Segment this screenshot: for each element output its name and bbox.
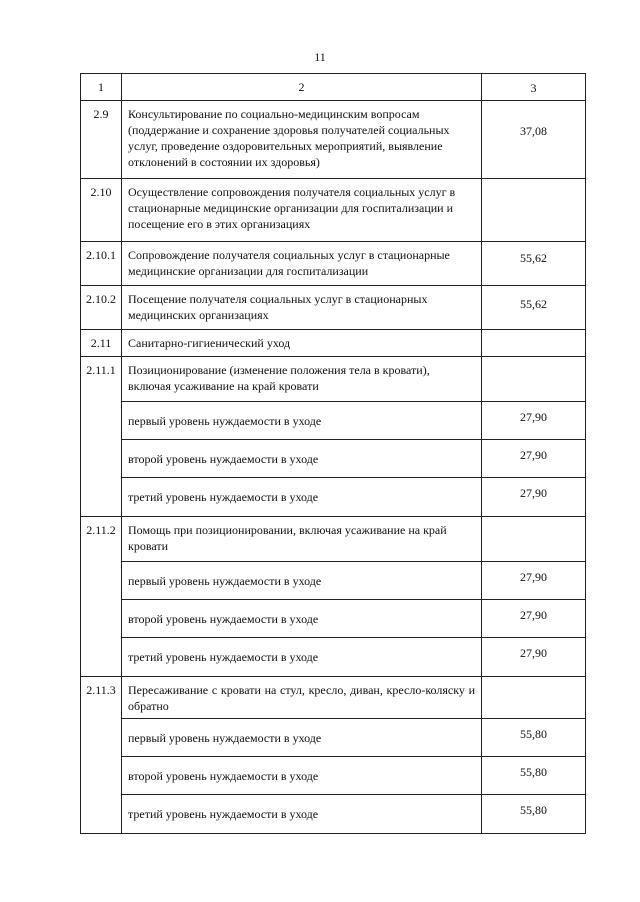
group-number: 2.11.3 xyxy=(81,677,122,834)
table-row xyxy=(81,179,586,242)
table-row xyxy=(81,101,586,179)
sub-row-value: 55,80 xyxy=(482,757,586,795)
group-header-row xyxy=(81,517,586,562)
row-value xyxy=(482,179,586,242)
row-text: Консультирование по социально-медицинским вопросам (поддержание и сохранение здоровья получателей социальных услуг, проведение оздоровительных мероприятий, выявление отклонений в состоянии их здоровья) xyxy=(122,101,482,179)
group-header-row xyxy=(81,677,586,719)
row-text: Санитарно-гигиенический уход xyxy=(122,330,482,357)
row-value: 55,62 xyxy=(482,286,586,330)
sub-row-label: второй уровень нуждаемости в уходе xyxy=(122,440,482,478)
sub-row xyxy=(81,757,586,795)
sub-row-value: 27,90 xyxy=(482,562,586,600)
sub-row-label: первый уровень нуждаемости в уходе xyxy=(122,402,482,440)
sub-row-label: третий уровень нуждаемости в уходе xyxy=(122,638,482,677)
sub-row xyxy=(81,562,586,600)
header-col-1: 1 xyxy=(81,74,122,101)
tariff-table xyxy=(80,73,586,834)
sub-row xyxy=(81,795,586,834)
sub-row-label: первый уровень нуждаемости в уходе xyxy=(122,562,482,600)
row-number: 2.10.2 xyxy=(81,286,122,330)
group-value-empty xyxy=(482,517,586,562)
table-row xyxy=(81,286,586,330)
row-value: 37,08 xyxy=(482,101,586,179)
group-value-empty xyxy=(482,357,586,402)
header-col-2: 2 xyxy=(122,74,482,101)
sub-row-label: третий уровень нуждаемости в уходе xyxy=(122,478,482,517)
row-value xyxy=(482,330,586,357)
row-number: 2.9 xyxy=(81,101,122,179)
header-col-3: 3 xyxy=(482,74,586,101)
sub-row xyxy=(81,440,586,478)
sub-row-value: 27,90 xyxy=(482,600,586,638)
group-text: Пересаживание с кровати на стул, кресло, диван, кресло-коляску и обратно xyxy=(122,677,482,719)
sub-row xyxy=(81,600,586,638)
sub-row xyxy=(81,638,586,677)
sub-row-value: 55,80 xyxy=(482,719,586,757)
sub-row-label: первый уровень нуждаемости в уходе xyxy=(122,719,482,757)
sub-row-value: 27,90 xyxy=(482,638,586,677)
group-number: 2.11.2 xyxy=(81,517,122,677)
table-row xyxy=(81,330,586,357)
row-text: Сопровождение получателя социальных услуг в стационарные медицинские организации для госпитализации xyxy=(122,242,482,286)
row-text: Посещение получателя социальных услуг в стационарных медицинских организациях xyxy=(122,286,482,330)
row-number: 2.11 xyxy=(81,330,122,357)
table-row xyxy=(81,242,586,286)
row-number: 2.10.1 xyxy=(81,242,122,286)
sub-row-label: второй уровень нуждаемости в уходе xyxy=(122,757,482,795)
sub-row xyxy=(81,402,586,440)
sub-row-value: 27,90 xyxy=(482,402,586,440)
group-value-empty xyxy=(482,677,586,719)
sub-row-value: 27,90 xyxy=(482,440,586,478)
row-number: 2.10 xyxy=(81,179,122,242)
sub-row xyxy=(81,478,586,517)
page-number: 11 xyxy=(314,50,326,64)
sub-row-label: третий уровень нуждаемости в уходе xyxy=(122,795,482,834)
group-text: Позиционирование (изменение положения тела в кровати), включая усаживание на край кровати xyxy=(122,357,482,402)
sub-row xyxy=(81,719,586,757)
table-header-row xyxy=(81,74,586,101)
row-text: Осуществление сопровождения получателя социальных услуг в стационарные медицинские организации для госпитализации и посещение его в этих организациях xyxy=(122,179,482,242)
group-text: Помощь при позиционировании, включая усаживание на край кровати xyxy=(122,517,482,562)
sub-row-value: 27,90 xyxy=(482,478,586,517)
sub-row-label: второй уровень нуждаемости в уходе xyxy=(122,600,482,638)
sub-row-value: 55,80 xyxy=(482,795,586,834)
row-value: 55,62 xyxy=(482,242,586,286)
group-number: 2.11.1 xyxy=(81,357,122,517)
group-header-row xyxy=(81,357,586,402)
